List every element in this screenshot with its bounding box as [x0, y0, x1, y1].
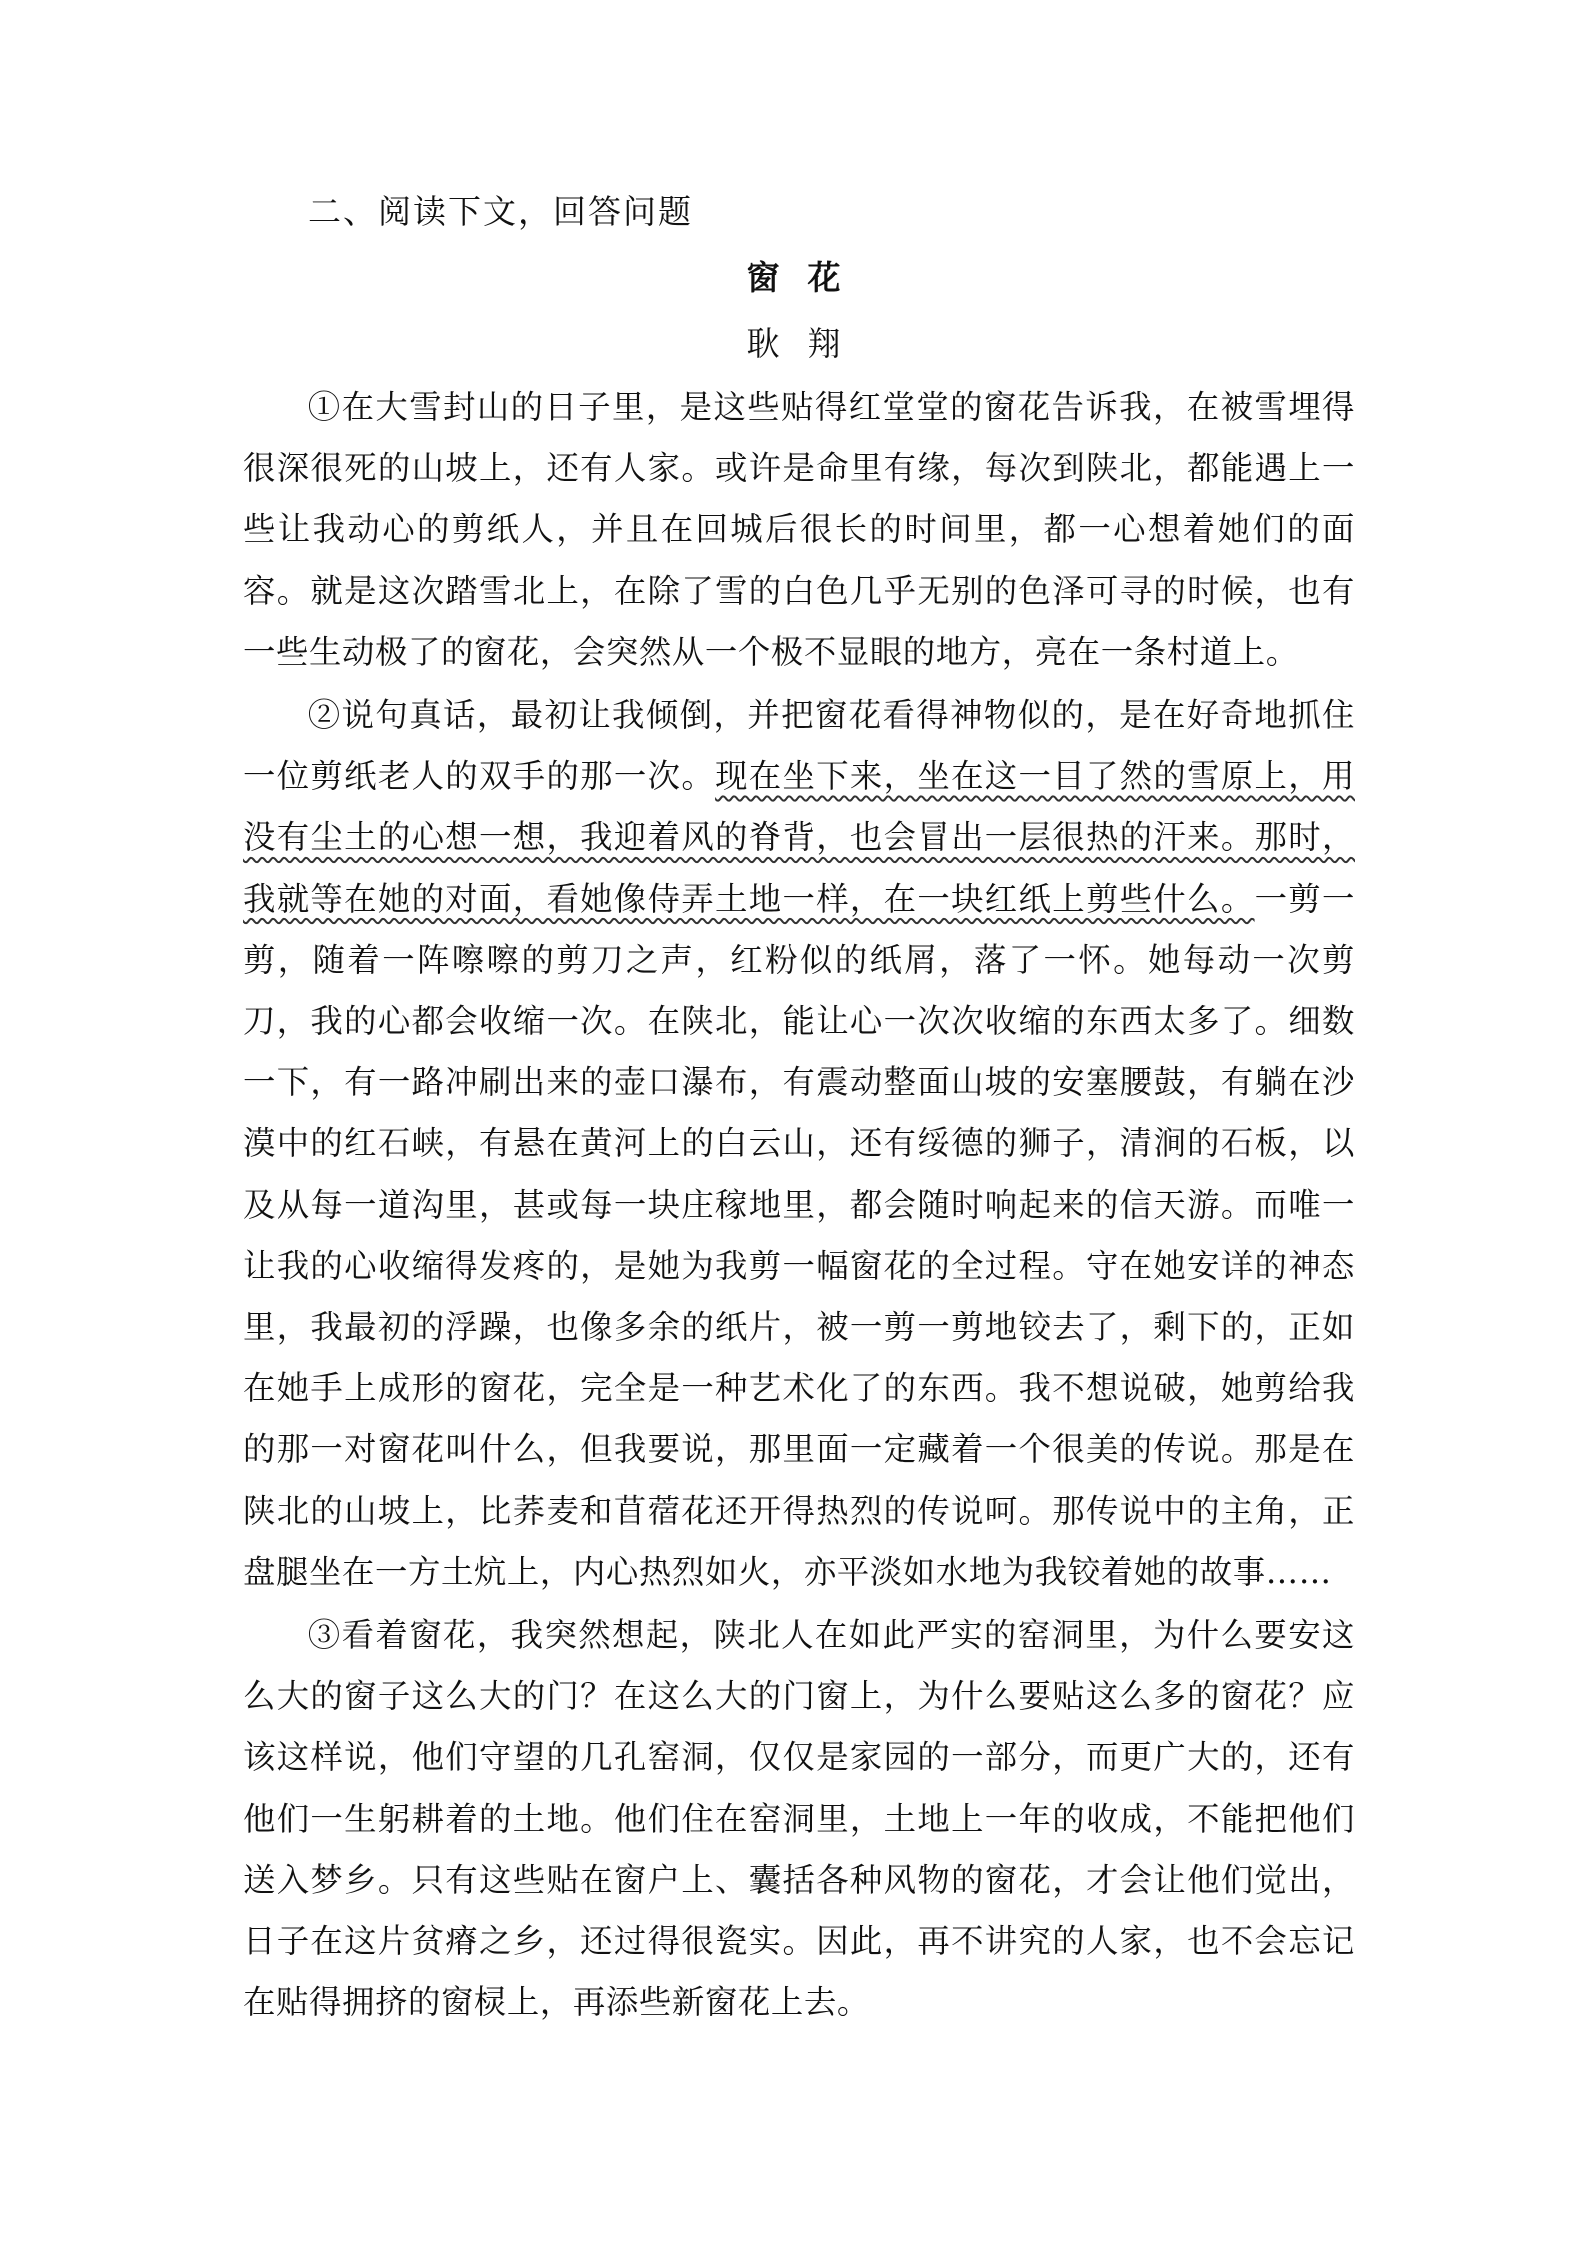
underlined-passage: 现在坐下来，坐在这一目了然的雪原上，用没有尘土的心想一想，我迎着风的脊背，也会冒出一层很热的汗来。那时，我就等在她的对面，看她像侍弄土地一样，在一块红纸上剪些什么。 [243, 757, 1355, 918]
article-title: 窗花 [746, 258, 869, 297]
section-heading: 二、阅读下文，回答问题 [308, 192, 693, 231]
article-author: 耿翔 [746, 324, 869, 363]
paragraph-1-text: ①在大雪封山的日子里，是这些贴得红堂堂的窗花告诉我，在被雪埋得很深很死的山坡上，还有人家。或许是命里有缘，每次到陕北，都能遇上一些让我动心的剪纸人，并且在回城后很长的时间里，都一心想着她们的面容。就是这次踏雪北上，在除了雪的白色几乎无别的色泽可寻的时候，也有一些生动极了的窗花，会突然从一个极不显眼的地方，亮在一条村道上。 [243, 388, 1355, 671]
paragraph-2 [243, 685, 1355, 1603]
paragraph-2-text-end: 一剪一剪，随着一阵嚓嚓的剪刀之声，红粉似的纸屑，落了一怀。她每动一次剪刀，我的心都会收缩一次。在陕北，能让心一次次收缩的东西太多了。细数一下，有一路冲刷出来的壶口瀑布，有震动整面山坡的安塞腰鼓，有躺在沙漠中的红石峡，有悬在黄河上的白云山，还有绥德的狮子，清涧的石板，以及从每一道沟里，甚或每一块庄稼地里，都会随时响起来的信天游。而唯一让我的心收缩得发疼的，是她为我剪一幅窗花的全过程。守在她安详的神态里，我最初的浮躁，也像多余的纸片，被一剪一剪地铰去了，剩下的，正如在她手上成形的窗花，完全是一种艺术化了的东西。我不想说破，她剪给我的那一对窗花叫什么，但我要说，那里面一定藏着一个很美的传说。那是在陕北的山坡上，比荞麦和苜蓿花还开得热烈的传说呵。那传说中的主角，正盘腿坐在一方土炕上，内心热烈如火，亦平淡如水地为我铰着她的故事…… [243, 879, 1355, 1591]
paragraph-3 [243, 1605, 1355, 2033]
article-body [243, 377, 1355, 2035]
paragraph-2-text-start: ②说句真话，最初让我倾倒，并把窗花看得神物似的，是在好奇地抓住一位剪纸老人的双手的那一次。 [243, 696, 1355, 796]
paragraph-1 [243, 377, 1355, 683]
paragraph-3-text: ③看着窗花，我突然想起，陕北人在如此严实的窑洞里，为什么要安这么大的窗子这么大的门？在这么大的门窗上，为什么要贴这么多的窗花？应该这样说，他们守望的几孔窑洞，仅仅是家园的一部分，而更广大的，还有他们一生躬耕着的土地。他们住在窑洞里，土地上一年的收成，不能把他们送入梦乡。只有这些贴在窗户上、囊括各种风物的窗花，才会让他们觉出，日子在这片贫瘠之乡，还过得很瓷实。因此，再不讲究的人家，也不会忘记在贴得拥挤的窗棂上，再添些新窗花上去。 [243, 1616, 1355, 2022]
